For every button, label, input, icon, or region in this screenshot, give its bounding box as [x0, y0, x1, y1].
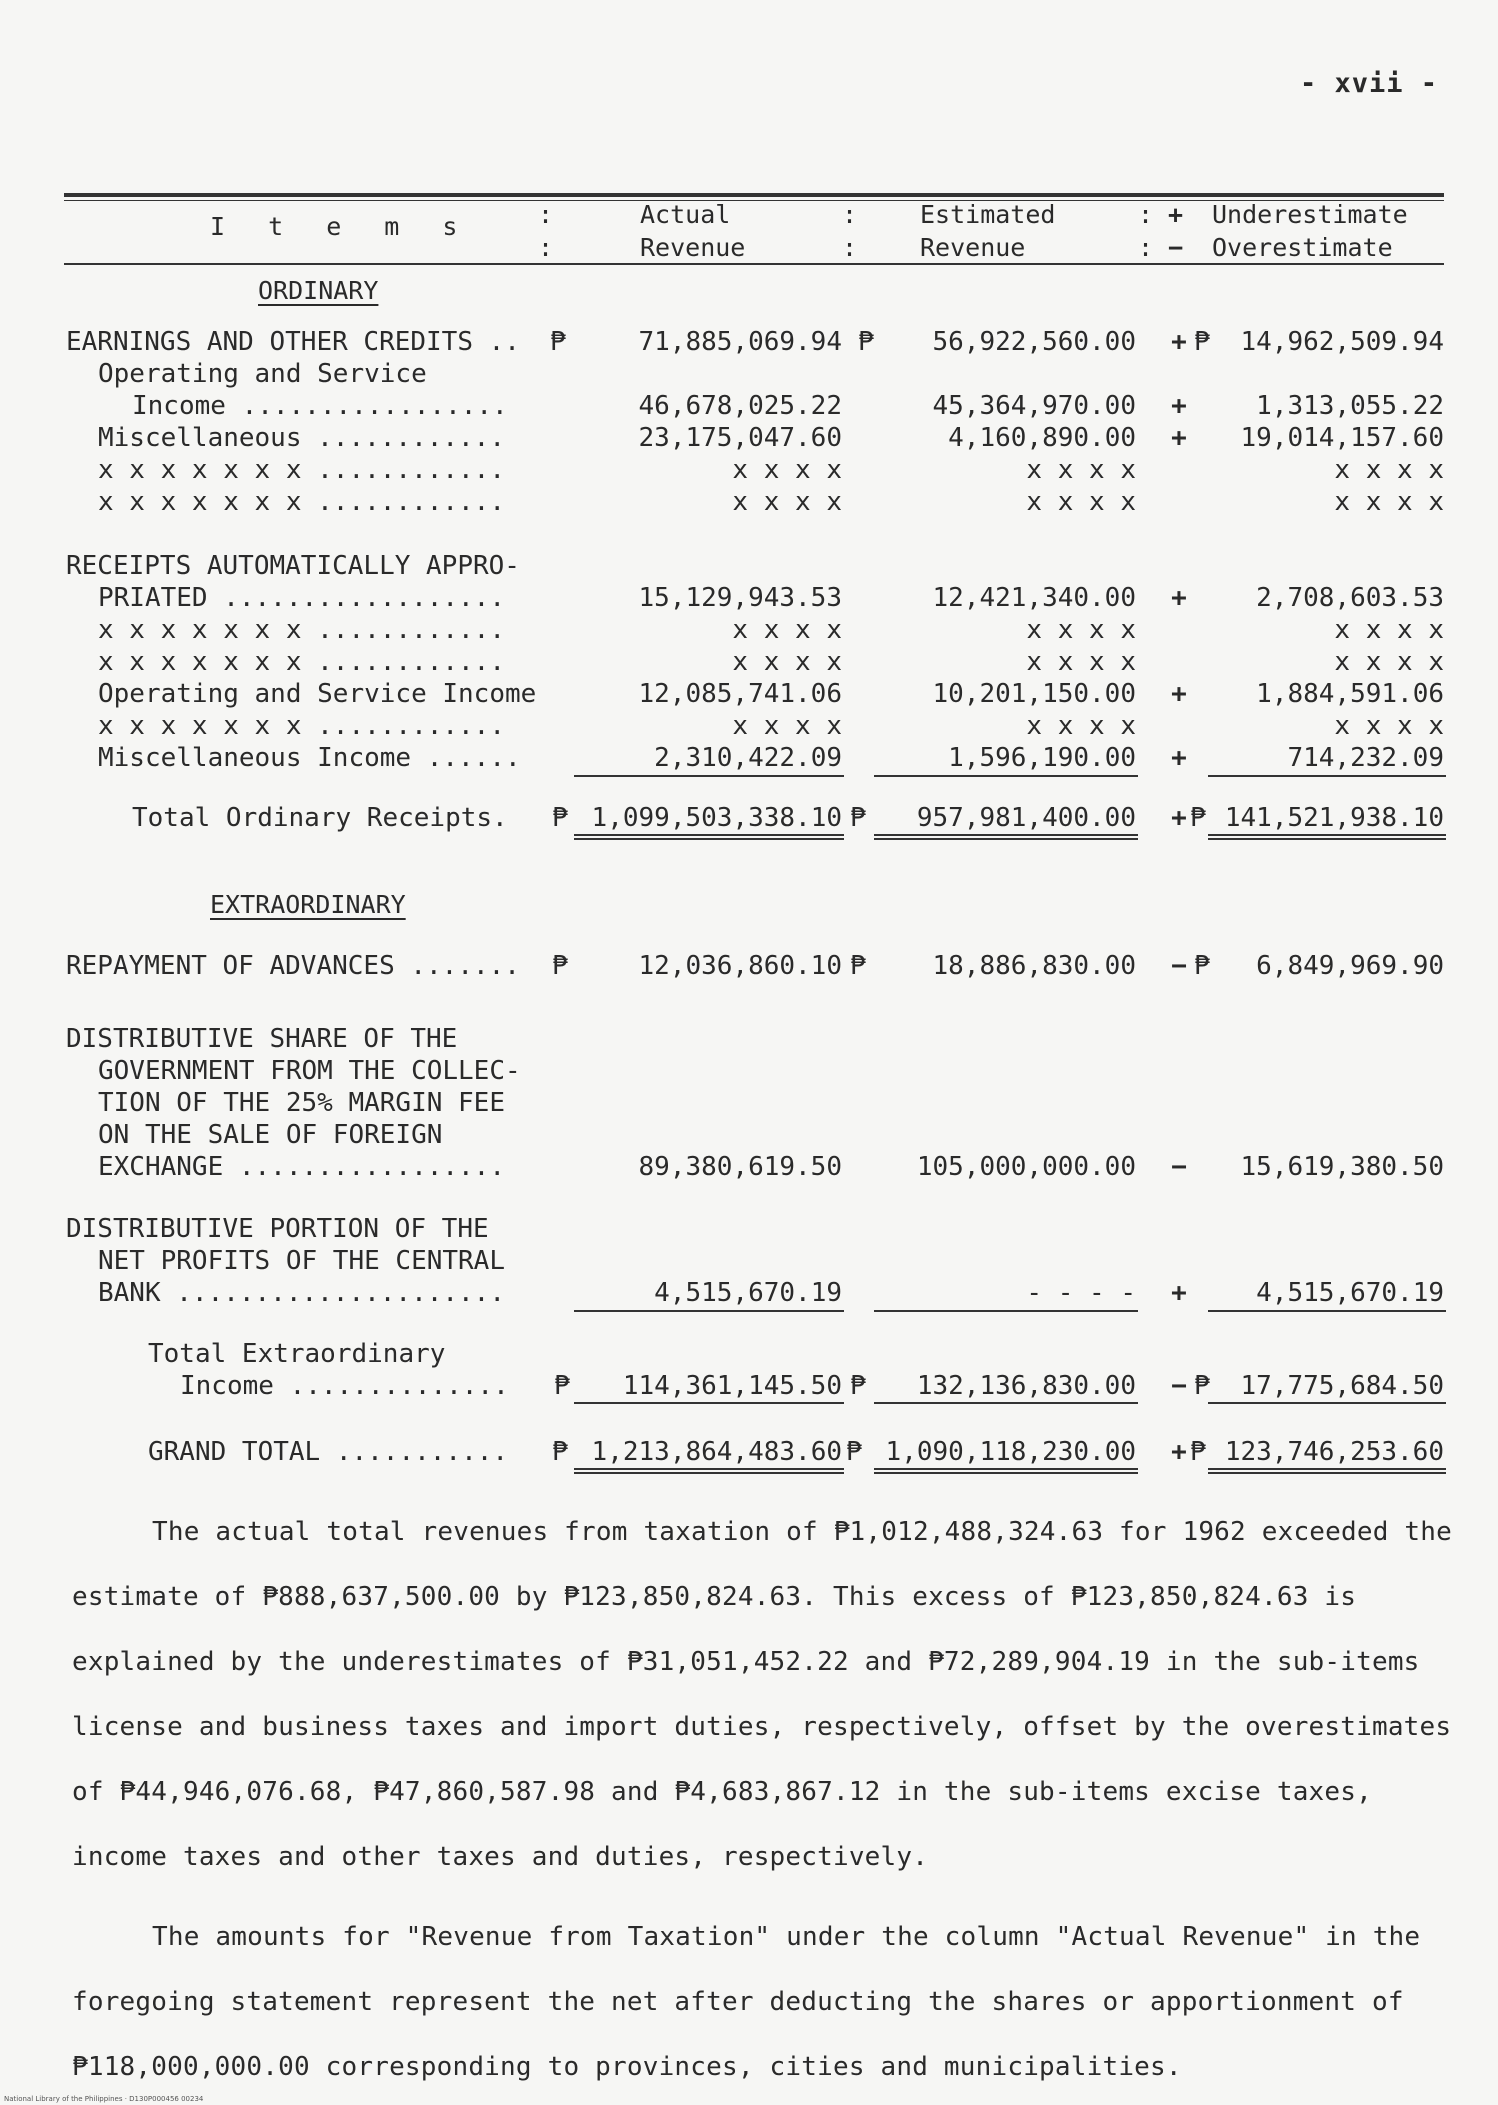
- row-actual: 46,678,025.22: [638, 391, 842, 421]
- row-estimated: x x x x: [1026, 647, 1136, 677]
- peso-sign: ₱: [1190, 1437, 1206, 1467]
- peso-sign: ₱: [1194, 327, 1210, 357]
- row-sign: +: [1171, 423, 1187, 453]
- table-row: [0, 326, 1498, 358]
- row-diff: 123,746,253.60: [1224, 1437, 1444, 1467]
- row-actual: 23,175,047.60: [638, 423, 842, 453]
- row-label: PRIATED ..................: [98, 583, 505, 613]
- table-row: [0, 550, 1498, 582]
- row-actual: 4,515,670.19: [654, 1278, 842, 1308]
- header-colon: :: [842, 200, 858, 229]
- row-label: Income ..............: [180, 1371, 509, 1401]
- row-estimated: 45,364,970.00: [932, 391, 1136, 421]
- peso-sign: ₱: [846, 1437, 862, 1467]
- peso-sign: ₱: [554, 1371, 570, 1401]
- row-sign: −: [1171, 1371, 1187, 1401]
- paragraph-text: The amounts for "Revenue from Taxation" under the column "Actual Revenue" in the foregoing statement represent the net after deducting the shares or apportionment of ₱118,000,000.00 corresponding to provinces, cities and municipalities.: [72, 1922, 1421, 2082]
- table-row: [0, 950, 1498, 982]
- row-actual: 12,036,860.10: [638, 951, 842, 981]
- row-actual: 114,361,145.50: [622, 1371, 842, 1401]
- header-actual: [640, 198, 745, 264]
- header-under-over: [1212, 198, 1408, 264]
- row-label: ON THE SALE OF FOREIGN: [98, 1120, 443, 1150]
- row-label: DISTRIBUTIVE PORTION OF THE: [66, 1214, 489, 1244]
- table-row: [0, 1087, 1498, 1119]
- header-estimated-line1: Estimated: [920, 200, 1056, 229]
- table-row: [0, 614, 1498, 646]
- table-row: [0, 486, 1498, 518]
- row-sign: +: [1171, 1278, 1187, 1308]
- header-bottom-rule: [64, 263, 1444, 265]
- row-label: Income .................: [132, 391, 508, 421]
- row-diff: 714,232.09: [1287, 743, 1444, 773]
- header-colon: :: [1138, 233, 1154, 262]
- row-actual: x x x x: [732, 711, 842, 741]
- row-actual: 89,380,619.50: [638, 1152, 842, 1182]
- row-label: TION OF THE 25% MARGIN FEE: [98, 1088, 505, 1118]
- row-diff: x x x x: [1334, 615, 1444, 645]
- table-row: [0, 678, 1498, 710]
- subtotal-underline: [874, 1402, 1138, 1404]
- row-diff: x x x x: [1334, 711, 1444, 741]
- row-estimated: 12,421,340.00: [932, 583, 1136, 613]
- peso-sign: ₱: [552, 803, 568, 833]
- row-estimated: 957,981,400.00: [916, 803, 1136, 833]
- subtotal-underline: [574, 1402, 844, 1404]
- table-row: [0, 454, 1498, 486]
- header-overestimate: Overestimate: [1212, 233, 1393, 262]
- table-row: [0, 1151, 1498, 1183]
- row-sign: −: [1171, 1152, 1187, 1182]
- row-label: BANK .....................: [98, 1278, 505, 1308]
- row-label: Total Extraordinary: [148, 1339, 446, 1369]
- row-diff: 17,775,684.50: [1240, 1371, 1444, 1401]
- row-estimated: x x x x: [1026, 615, 1136, 645]
- row-diff: 1,313,055.22: [1256, 391, 1444, 421]
- row-estimated: x x x x: [1026, 487, 1136, 517]
- table-row-grand-total: [0, 1436, 1498, 1468]
- subtotal-underline: [1208, 1402, 1446, 1404]
- peso-sign: ₱: [858, 327, 874, 357]
- subtotal-underline: [874, 1310, 1138, 1312]
- page-number: - xvii -: [1299, 68, 1438, 99]
- table-row: [0, 390, 1498, 422]
- peso-sign: ₱: [850, 1371, 866, 1401]
- row-sign: −: [1171, 951, 1187, 981]
- row-sign: +: [1171, 391, 1187, 421]
- row-sign: +: [1171, 1437, 1187, 1467]
- subtotal-underline: [874, 775, 1138, 777]
- paragraph-text: The actual total revenues from taxation of ₱1,012,488,324.63 for 1962 exceeded the estimate of ₱888,637,500.00 by ₱123,850,824.63. This excess of ₱123,850,824.63 is explained by the underestimates of ₱31,051,452.22 and ₱72,289,904.19 in the sub-items license and business taxes and import duties, respectively, offset by the overestimates of ₱44,946,076.68, ₱47,860,587.98 and ₱4,683,867.12 in the sub-items excise taxes, income taxes and other taxes and duties, respectively.: [72, 1517, 1452, 1872]
- header-actual-line1: Actual: [640, 200, 731, 229]
- header-colon: :: [842, 233, 858, 262]
- row-diff: 14,962,509.94: [1240, 327, 1444, 357]
- table-row: [0, 582, 1498, 614]
- row-diff: x x x x: [1334, 487, 1444, 517]
- section-ordinary: ORDINARY: [258, 276, 379, 305]
- row-estimated: 1,596,190.00: [948, 743, 1136, 773]
- table-row: [0, 1245, 1498, 1277]
- row-actual: 15,129,943.53: [638, 583, 842, 613]
- row-estimated: 132,136,830.00: [916, 1371, 1136, 1401]
- row-label: Total Ordinary Receipts.: [132, 803, 508, 833]
- row-diff: x x x x: [1334, 455, 1444, 485]
- row-actual: 1,099,503,338.10: [591, 803, 842, 833]
- row-label: Operating and Service Income: [98, 679, 537, 709]
- peso-sign: ₱: [1194, 951, 1210, 981]
- subtotal-underline: [574, 775, 844, 777]
- row-estimated: 10,201,150.00: [932, 679, 1136, 709]
- table-row-total: [0, 1370, 1498, 1402]
- row-diff: 1,884,591.06: [1256, 679, 1444, 709]
- header-estimated-line2: Revenue: [920, 233, 1026, 262]
- row-sign: +: [1171, 679, 1187, 709]
- row-label: x x x x x x x ............: [98, 487, 505, 517]
- body-paragraph: [72, 1905, 1452, 2100]
- header-sign-plus: +: [1168, 200, 1184, 229]
- subtotal-underline: [1208, 775, 1446, 777]
- row-actual: x x x x: [732, 647, 842, 677]
- peso-sign: ₱: [1190, 803, 1206, 833]
- row-label: REPAYMENT OF ADVANCES .......: [66, 951, 520, 981]
- row-label: DISTRIBUTIVE SHARE OF THE: [66, 1024, 458, 1054]
- row-diff: 6,849,969.90: [1256, 951, 1444, 981]
- peso-sign: ₱: [552, 951, 568, 981]
- table-top-rule-thick: [64, 193, 1444, 197]
- table-row: [0, 710, 1498, 742]
- header-items: I t e m s: [210, 212, 472, 241]
- table-row-total: [0, 802, 1498, 834]
- row-estimated: 1,090,118,230.00: [885, 1437, 1136, 1467]
- table-row: [0, 1213, 1498, 1245]
- header-actual-line2: Revenue: [640, 233, 746, 262]
- subtotal-underline: [1208, 1310, 1446, 1312]
- row-label: GOVERNMENT FROM THE COLLEC-: [98, 1056, 521, 1086]
- grand-total-double-underline: [874, 1468, 1138, 1474]
- row-estimated: 4,160,890.00: [948, 423, 1136, 453]
- row-label: GRAND TOTAL ...........: [148, 1437, 509, 1467]
- section-extraordinary: EXTRAORDINARY: [210, 890, 406, 919]
- table-row: [0, 358, 1498, 390]
- row-diff: 4,515,670.19: [1256, 1278, 1444, 1308]
- table-row: [0, 422, 1498, 454]
- table-row: [0, 1023, 1498, 1055]
- total-double-underline: [574, 834, 844, 840]
- body-paragraph: [72, 1500, 1452, 1890]
- total-double-underline: [1208, 834, 1446, 840]
- row-label: RECEIPTS AUTOMATICALLY APPRO-: [66, 551, 520, 581]
- header-colon: :: [538, 233, 554, 262]
- row-estimated: x x x x: [1026, 711, 1136, 741]
- total-double-underline: [874, 834, 1138, 840]
- subtotal-underline: [574, 1310, 844, 1312]
- row-label: x x x x x x x ............: [98, 711, 505, 741]
- row-label: NET PROFITS OF THE CENTRAL: [98, 1246, 505, 1276]
- header-colon: :: [538, 200, 554, 229]
- row-label: EARNINGS AND OTHER CREDITS ..: [66, 327, 520, 357]
- row-sign: +: [1171, 803, 1187, 833]
- table-row: [0, 1277, 1498, 1309]
- row-diff: 15,619,380.50: [1240, 1152, 1444, 1182]
- row-actual: 71,885,069.94: [638, 327, 842, 357]
- row-sign: +: [1171, 327, 1187, 357]
- row-estimated: 18,886,830.00: [932, 951, 1136, 981]
- row-actual: 2,310,422.09: [654, 743, 842, 773]
- row-sign: +: [1171, 743, 1187, 773]
- header-colon: :: [1138, 200, 1154, 229]
- row-diff: 2,708,603.53: [1256, 583, 1444, 613]
- header-sign-minus: −: [1168, 233, 1184, 262]
- header-estimated: [920, 198, 1055, 264]
- table-row: [0, 1119, 1498, 1151]
- grand-total-double-underline: [1208, 1468, 1446, 1474]
- row-estimated: - - - -: [1026, 1278, 1136, 1308]
- row-sign: +: [1171, 583, 1187, 613]
- peso-sign: ₱: [850, 803, 866, 833]
- row-actual: x x x x: [732, 615, 842, 645]
- table-row: [0, 646, 1498, 678]
- row-diff: 19,014,157.60: [1240, 423, 1444, 453]
- row-label: x x x x x x x ............: [98, 615, 505, 645]
- row-estimated: 56,922,560.00: [932, 327, 1136, 357]
- peso-sign: ₱: [552, 1437, 568, 1467]
- grand-total-double-underline: [574, 1468, 844, 1474]
- row-label: Miscellaneous ............: [98, 423, 505, 453]
- peso-sign: ₱: [1194, 1371, 1210, 1401]
- scan-footer-tag: National Library of the Philippines · D130P000456 00234: [4, 2095, 204, 2103]
- row-estimated: x x x x: [1026, 455, 1136, 485]
- table-row: [0, 1338, 1498, 1370]
- row-label: x x x x x x x ............: [98, 647, 505, 677]
- row-label: Operating and Service: [98, 359, 427, 389]
- peso-sign: ₱: [850, 951, 866, 981]
- row-actual: x x x x: [732, 487, 842, 517]
- table-row: [0, 742, 1498, 774]
- row-label: x x x x x x x ............: [98, 455, 505, 485]
- row-diff: 141,521,938.10: [1224, 803, 1444, 833]
- peso-sign: ₱: [550, 327, 566, 357]
- row-actual: 12,085,741.06: [638, 679, 842, 709]
- row-label: EXCHANGE .................: [98, 1152, 505, 1182]
- header-underestimate: Underestimate: [1212, 200, 1408, 229]
- row-actual: x x x x: [732, 455, 842, 485]
- row-diff: x x x x: [1334, 647, 1444, 677]
- row-label: Miscellaneous Income ......: [98, 743, 521, 773]
- table-row: [0, 1055, 1498, 1087]
- row-actual: 1,213,864,483.60: [591, 1437, 842, 1467]
- row-estimated: 105,000,000.00: [916, 1152, 1136, 1182]
